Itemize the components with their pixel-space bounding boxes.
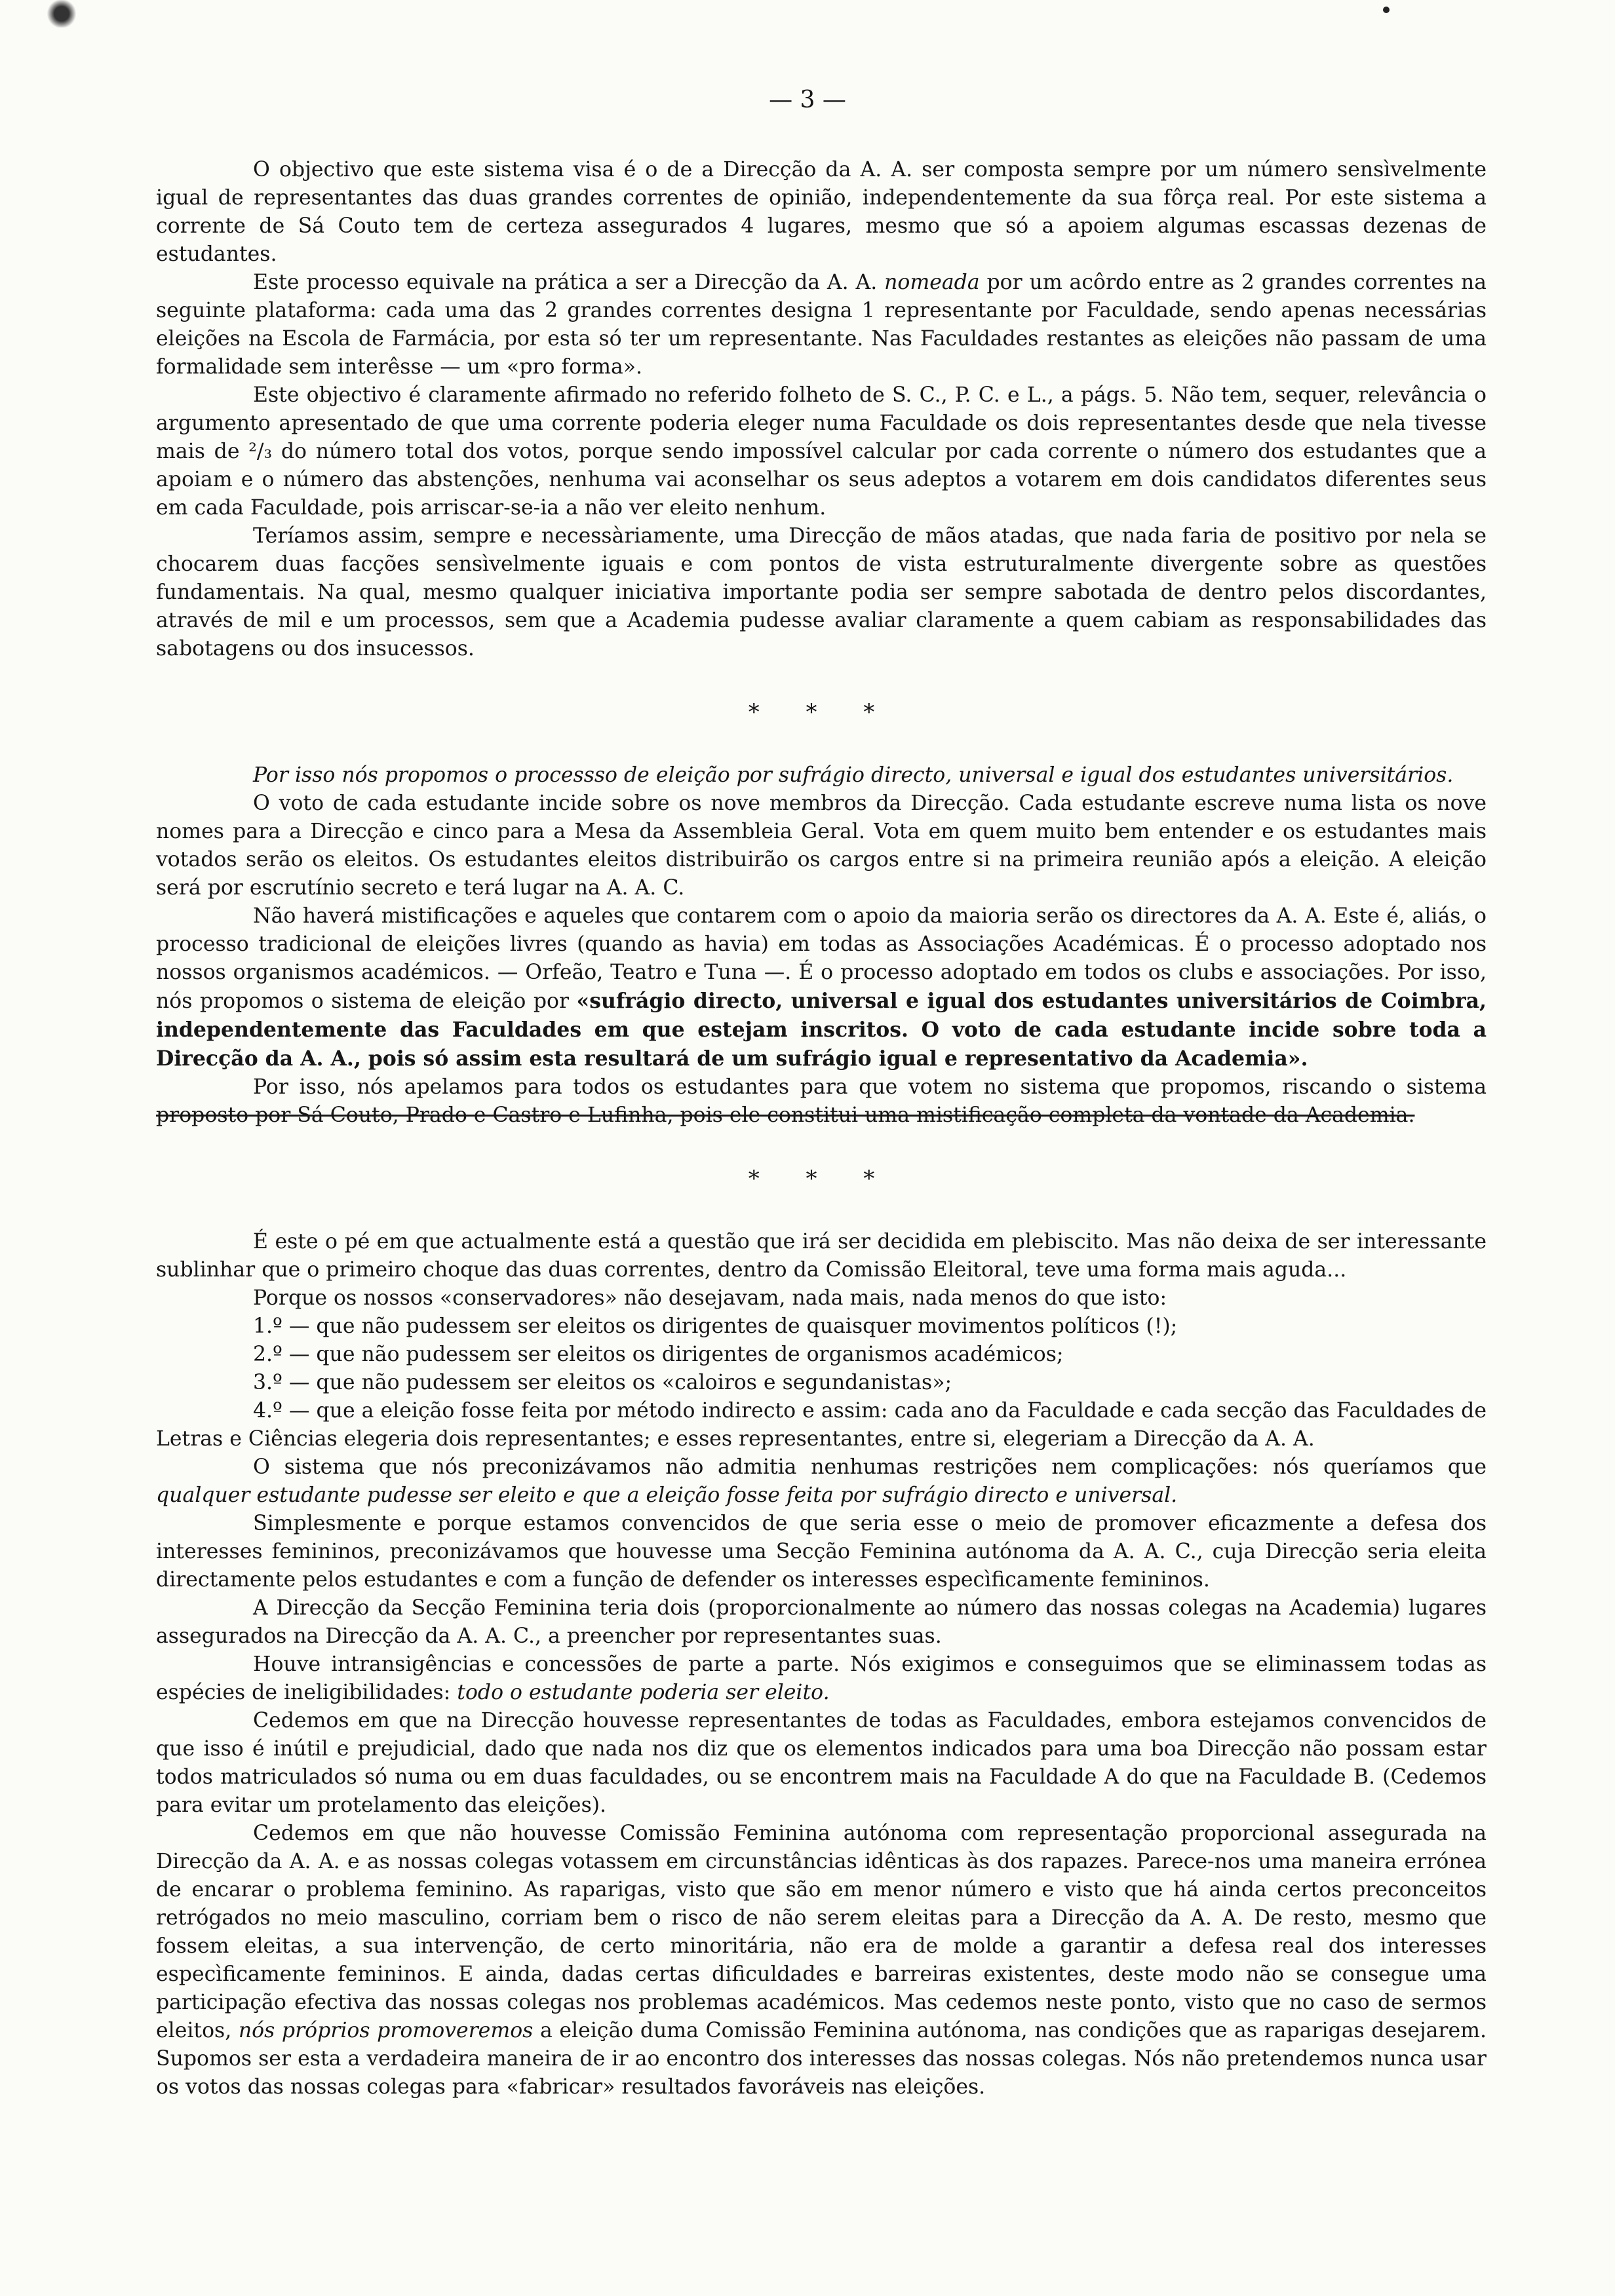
list-item-4: 4.º — que a eleição fosse feita por método indirecto e assim: cada ano da Faculdade e cada secção das Faculdades de Letras e Ciências elegeria dois representantes; e esses representantes, entre si, elegeriam a Direcção da A. A. <box>156 1399 1487 1451</box>
paragraph-12: Simplesmente e porque estamos convencidos de que seria esse o meio de promover eficazmente a defesa dos interesses femininos, preconizávamos que houvesse uma Secção Feminina autónoma da A. A. C., cuja Direcção seria eleita directamente pelos estudantes e com a função de defender os interesses especìficamente femininos. <box>156 1512 1487 1592</box>
section-separator: * * * <box>748 699 895 725</box>
emphasis-nomeada: nomeada <box>884 271 980 294</box>
paragraph-11: O sistema que nós preconizávamos não admitia nenhumas restrições nem complicações: nós queríamos que qualquer estudante pudesse ser eleito e que a eleição fosse feita por sufrágio directo e universal. <box>156 1455 1487 1507</box>
struck-text: proposto por Sá Couto, Prado e Castro e Lufinha, pois ele constitui uma mistificação completa da vontade da Academia. <box>156 1103 1415 1127</box>
paragraph-13: A Direcção da Secção Feminina teria dois (proporcionalmente ao número das nossas colegas na Academia) lugares assegurados na Direcção da A. A. C., a preencher por representantes suas. <box>156 1596 1487 1648</box>
list-item-3: 3.º — que não pudessem ser eleitos os «caloiros e segundanistas»; <box>253 1371 952 1394</box>
list-item-1: 1.º — que não pudessem ser eleitos os dirigentes de quaisquer movimentos políticos (!); <box>253 1314 1178 1338</box>
ink-blot <box>46 0 77 28</box>
emphasis-nos-proprios: nós próprios promoveremos <box>238 2019 534 2042</box>
paragraph-15: Cedemos em que na Direcção houvesse representantes de todas as Faculdades, embora estejamos convencidos de que isso é inútil e prejudicial, dado que nada nos diz que os elementos indicados para uma boa Direcção não possam estar todos matriculados só numa ou em duas faculdades, ou se encontrem mais na Faculdade A do que na Faculdade B. (Cedemos para evitar um protelamento das eleições). <box>156 1709 1487 1817</box>
paragraph-9: É este o pé em que actualmente está a questão que irá ser decidida em plebiscito. Mas não deixa de ser interessante sublinhar que o primeiro choque das duas correntes, dentro da Comissão Eleitoral, teve uma forma mais aguda... <box>156 1230 1487 1282</box>
emphasis-qualquer: qualquer estudante pudesse ser eleito e que a eleição fosse feita por sufrágio directo e universal. <box>156 1483 1178 1507</box>
body-text <box>156 156 1487 2101</box>
paragraph-1: O objectivo que este sistema visa é o de a Direcção da A. A. ser composta sempre por um número sensìvelmente igual de representantes das duas grandes correntes de opinião, independentemente da sua fôrça real. Por este sistema a corrente de Sá Couto tem de certeza assegurados 4 lugares, mesmo que só a apoiem algumas escassas dezenas de estudantes. <box>156 158 1487 266</box>
proposal-bold: «sufrágio directo, universal e igual dos estudantes universitários de Coimbra, independentemente das Faculdades em que estejam inscritos. O voto de cada estudante incide sobre toda a Direcção da A. A., pois só assim esta resultará de um sufrágio igual e representativo da Academia». <box>156 989 1487 1071</box>
paragraph-14: Houve intransigências e concessões de parte a parte. Nós exigimos e conseguimos que se eliminassem todas as espécies de ineligibilidades: todo o estudante poderia ser eleito. <box>156 1653 1487 1704</box>
ink-speck <box>1383 7 1390 13</box>
emphasis-todo: todo o estudante poderia ser eleito. <box>457 1681 830 1704</box>
paragraph-4: Teríamos assim, sempre e necessàriamente, uma Direcção de mãos atadas, que nada faria de positivo por nela se chocarem duas facções sensìvelmente iguais e com pontos de vista estruturalmente divergente sobre as questões fundamentais. Na qual, mesmo qualquer iniciativa importante podia ser sempre sabotada de dentro pelos discordantes, através de mil e um processos, sem que a Academia pudesse avaliar claramente a quem cabiam as responsabilidades das sabotagens ou dos insucessos. <box>156 524 1487 660</box>
paragraph-7: Não haverá mistificações e aqueles que contarem com o apoio da maioria serão os directores da A. A. Este é, aliás, o processo tradicional de eleições livres (quando as havia) em todas as Associações Académicas. É o processo adoptado nos nossos organismos académicos. — Orfeão, Teatro e Tuna —. É o processo adoptado em todos os clubs e associações. Por isso, nós propomos o sistema de eleição por «sufrágio directo, universal e igual dos estudantes universitários de Coimbra, independentemente das Faculdades em que estejam inscritos. O voto de cada estudante incide sobre toda a Direcção da A. A., pois só assim esta resultará de um sufrágio igual e representativo da Academia». <box>156 904 1487 1071</box>
page-number: — 3 — <box>769 86 846 113</box>
proposal-statement: Por isso nós propomos o processso de eleição por sufrágio directo, universal e igual dos estudantes universitários. <box>253 763 1454 787</box>
paragraph-8: Por isso, nós apelamos para todos os estudantes para que votem no sistema que propomos, riscando o sistema proposto por Sá Couto, Prado e Castro e Lufinha, pois ele constitui uma mistificação completa da vontade da Academia. <box>156 1075 1487 1127</box>
paragraph-10: Porque os nossos «conservadores» não desejavam, nada mais, nada menos do que isto: <box>253 1286 1167 1310</box>
paragraph-2: Este processo equivale na prática a ser a Direcção da A. A. nomeada por um acôrdo entre as 2 grandes correntes na seguinte plataforma: cada uma das 2 grandes correntes designa 1 representante por Faculdade, sendo apenas necessárias eleições na Escola de Farmácia, por esta só ter um representante. Nas Faculdades restantes as eleições não passam de uma formalidade sem interêsse — um «pro forma». <box>156 271 1487 379</box>
paragraph-6: O voto de cada estudante incide sobre os nove membros da Direcção. Cada estudante escreve numa lista os nove nomes para a Direcção e cinco para a Mesa da Assembleia Geral. Vota em quem muito bem entender e os estudantes mais votados serão os eleitos. Os estudantes eleitos distribuirão os cargos entre si na primeira reunião após a eleição. A eleição será por escrutínio secreto e terá lugar na A. A. C. <box>156 792 1487 900</box>
list-item-2: 2.º — que não pudessem ser eleitos os dirigentes de organismos académicos; <box>253 1343 1064 1366</box>
paragraph-16: Cedemos em que não houvesse Comissão Feminina autónoma com representação proporcional assegurada na Direcção da A. A. e as nossas colegas votassem em circunstâncias idênticas às dos rapazes. Parece-nos uma maneira errónea de encarar o problema feminino. As raparigas, visto que são em menor número e visto que há ainda certos preconceitos retrógados no meio masculino, corriam bem o risco de não serem eleitas para a Direcção da A. A. De resto, mesmo que fossem eleitas, a sua intervenção, de certo minoritária, não era de molde a garantir a defesa real dos interesses especìficamente femininos. E ainda, dadas certas dificuldades e barreiras existentes, deste modo não se consegue uma participação efectiva das nossas colegas nos problemas académicos. Mas cedemos neste ponto, visto que no caso de sermos eleitos, nós próprios promoveremos a eleição duma Comissão Feminina autónoma, nas condições que as raparigas desejarem. Supomos ser esta a verdadeira maneira de ir ao encontro dos interesses das nossas colegas. Nós não pretendemos nunca usar os votos das nossas colegas para «fabricar» resultados favoráveis nas eleições. <box>156 1822 1487 2099</box>
section-separator-2: * * * <box>748 1166 895 1192</box>
paragraph-3: Este objectivo é claramente afirmado no referido folheto de S. C., P. C. e L., a págs. 5. Não tem, sequer, relevância o argumento apresentado de que uma corrente poderia eleger numa Faculdade os dois representantes desde que nela tivesse mais de ²/₃ do número total dos votos, porque sendo impossível calcular por cada corrente o número dos estudantes que a apoiam e o número das abstenções, nenhuma vai aconselhar os seus adeptos a votarem em dois candidatos diferentes seus em cada Faculdade, pois arriscar-se-ia a não ver eleito nenhum. <box>156 383 1487 520</box>
